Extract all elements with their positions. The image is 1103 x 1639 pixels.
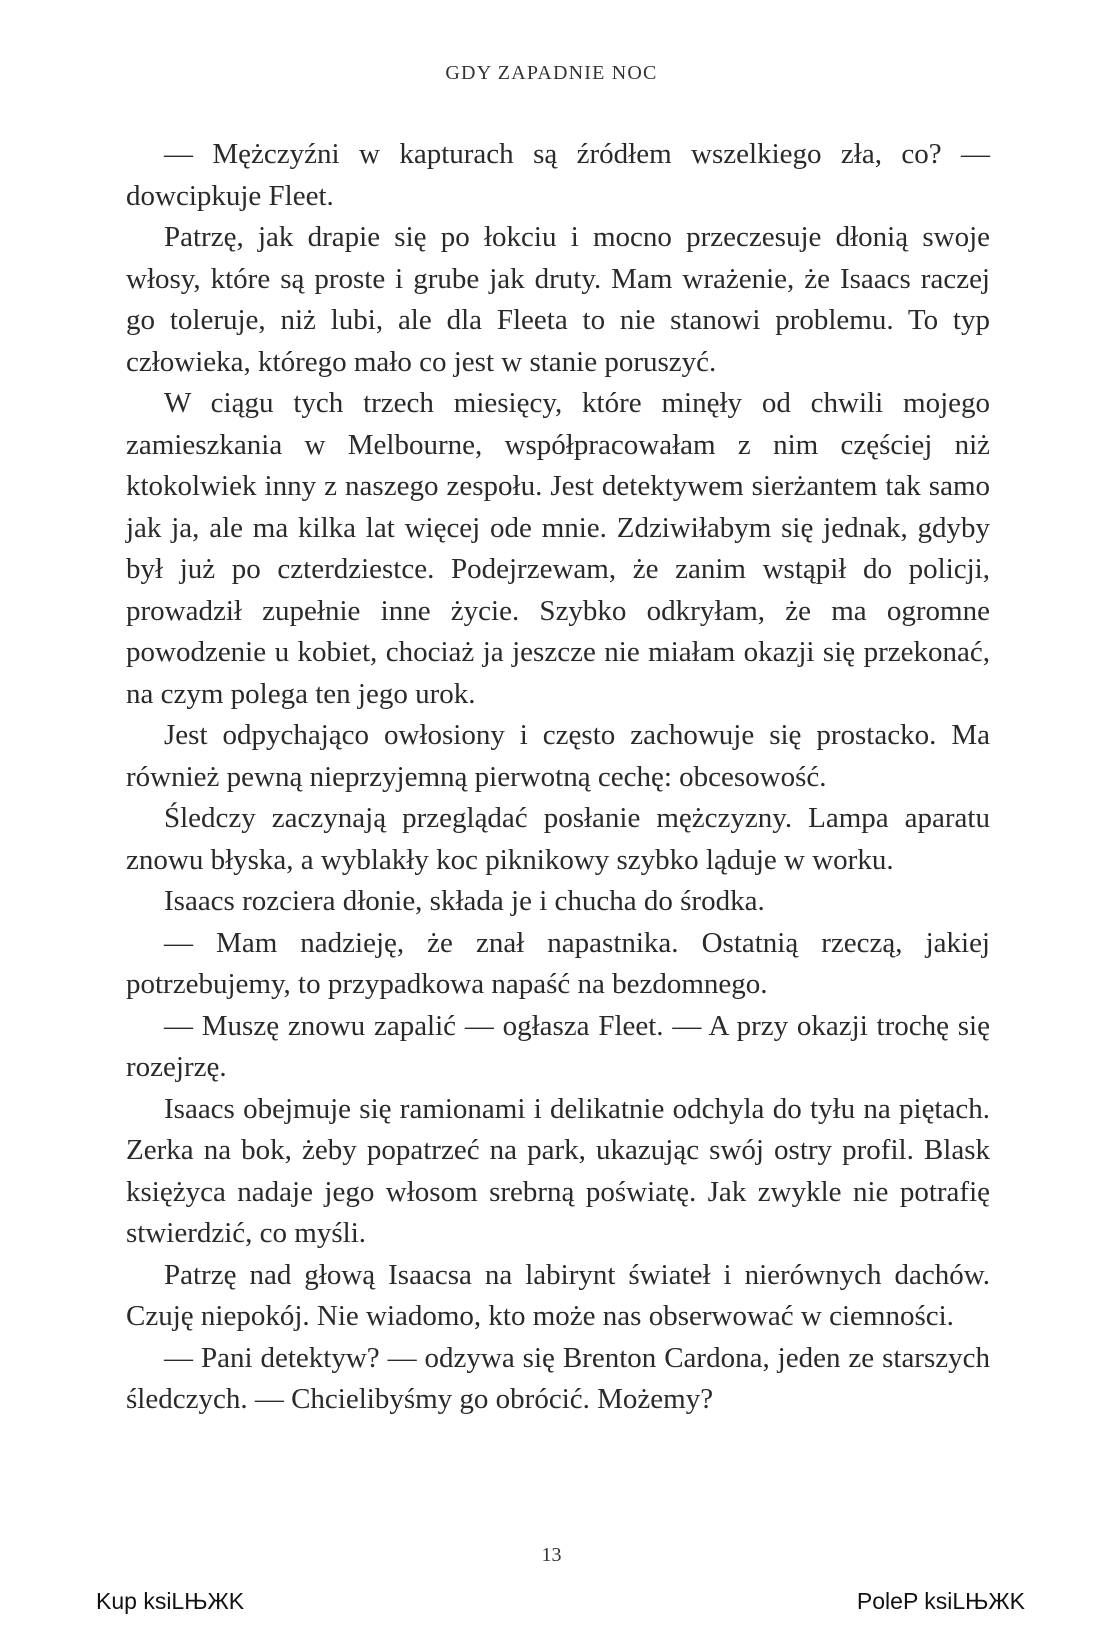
body-text <box>126 134 990 1421</box>
paragraph: Isaacs obejmuje się ramionami i delikatnie odchyla do tyłu na piętach. Zerka na bok, żeby popatrzeć na park, ukazując swój ostry profil. Blask księżyca nadaje jego włosom srebrną poświatę. Jak zwykle nie potrafię stwierdzić, co myśli. <box>126 1092 990 1249</box>
recommend-book-link[interactable]: PoleP ksiLЊЖK <box>856 1588 1025 1614</box>
paragraph: Patrzę nad głową Isaacsa na labirynt świateł i nierównych dachów. Czuję niepokój. Nie wiadomo, kto może nas obserwować w ciemności. <box>126 1258 990 1332</box>
paragraph: Śledczy zaczynają przeglądać posłanie mężczyzny. Lampa aparatu znowu błyska, a wyblakły koc piknikowy szybko ląduje w worku. <box>126 802 990 876</box>
paragraph: — Mężczyźni w kapturach są źródłem wszelkiego zła, co? — dowcipkuje Fleet. <box>126 138 990 212</box>
paragraph: Patrzę, jak drapie się po łokciu i mocno przeczesuje dłonią swoje włosy, które są proste i grube jak druty. Mam wrażenie, że Isaacs raczej go toleruje, niż lubi, ale dla Fleeta to nie stanowi problemu. To typ człowieka, którego mało co jest w stanie poruszyć. <box>126 221 990 378</box>
paragraph: Isaacs rozciera dłonie, składa je i chucha do środka. <box>164 885 765 917</box>
paragraph: — Pani detektyw? — odzywa się Brenton Cardona, jeden ze starszych śledczych. — Chcielibyśmy go obrócić. Możemy? <box>126 1341 990 1415</box>
paragraph: — Mam nadzieję, że znał napastnika. Ostatnią rzeczą, jakiej potrzebujemy, to przypadkowa napaść na bezdomnego. <box>126 926 990 1000</box>
buy-book-link[interactable]: Kup ksiLЊЖK <box>96 1588 245 1614</box>
paragraph: — Muszę znowu zapalić — ogłasza Fleet. — A przy okazji trochę się rozejrzę. <box>126 1009 990 1083</box>
paragraph: W ciągu tych trzech miesięcy, które minęły od chwili mojego zamieszkania w Melbourne, współpracowałam z nim częściej niż ktokolwiek inny z naszego zespołu. Jest detektywem sierżantem tak samo jak ja, ale ma kilka lat więcej ode mnie. Zdziwiłabym się jednak, gdyby był już po czterdziestce. Podejrzewam, że zanim wstąpił do policji, prowadził zupełnie inne życie. Szybko odkryłam, że ma ogromne powodzenie u kobiet, chociaż ja jeszcze nie miałam okazji się przekonać, na czym polega ten jego urok. <box>126 387 990 710</box>
running-head: GDY ZAPADNIE NOC <box>445 62 658 84</box>
paragraph: Jest odpychająco owłosiony i często zachowuje się prostacko. Ma również pewną nieprzyjemną pierwotną cechę: obcesowość. <box>126 719 990 793</box>
page-number: 13 <box>541 1544 562 1566</box>
